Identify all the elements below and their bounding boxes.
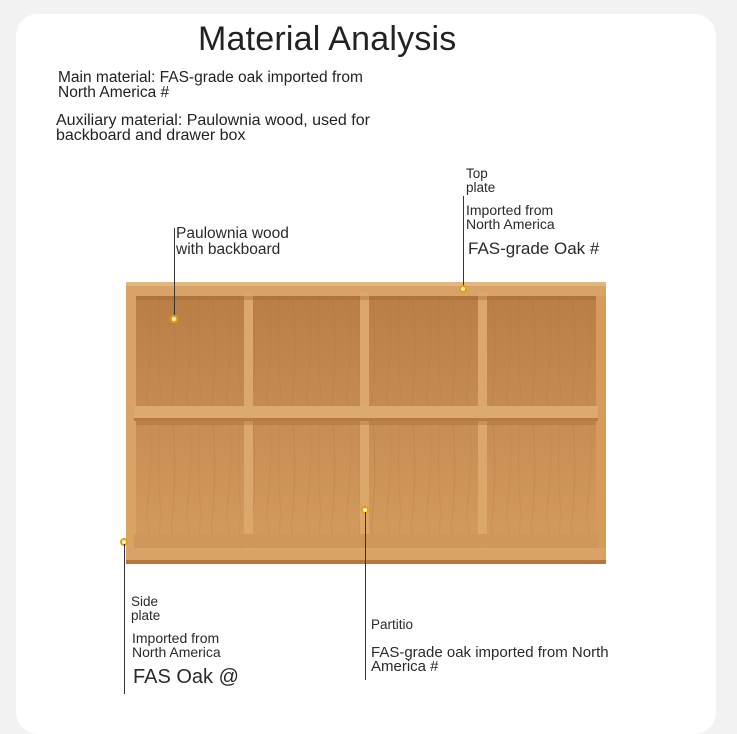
side-plate-leader-line — [124, 544, 125, 694]
main-material-text — [58, 70, 363, 100]
auxiliary-material-line2: backboard and drawer box — [56, 127, 246, 144]
side-plate-material: FAS Oak @ — [133, 666, 239, 688]
partition-name: Partitio — [371, 617, 414, 632]
top-plate-material: FAS-grade Oak # — [468, 239, 600, 258]
backboard-leader-line — [174, 228, 175, 320]
page-title: Material Analysis — [198, 20, 457, 58]
top-plate-name: Top plate — [466, 166, 496, 195]
main-material-line1: Main material: FAS-grade oak imported from — [58, 69, 363, 86]
top-plate-leader-line — [463, 196, 464, 288]
auxiliary-material-text — [56, 113, 370, 143]
bottom-shelf-front — [134, 534, 598, 548]
bookcase-graphic — [126, 282, 606, 564]
side-plate-origin: Imported from North America — [132, 630, 221, 660]
partition-leader-line — [365, 512, 366, 680]
main-material-line2: North America # — [58, 84, 170, 101]
auxiliary-material-line1: Auxiliary material: Paulownia wood, used for — [56, 112, 370, 129]
backboard-label: Paulownia wood with backboard — [176, 225, 289, 258]
partition-material: FAS-grade oak imported from North America # — [371, 644, 609, 675]
left-side-plate — [126, 286, 136, 564]
bookcase-illustration — [126, 282, 606, 564]
side-plate-name: Side plate — [131, 594, 161, 623]
top-plate-marker — [459, 285, 467, 293]
right-side-plate — [596, 286, 606, 564]
top-plate-origin: Imported from North America — [466, 202, 555, 232]
middle-shelf — [134, 406, 598, 418]
backboard-marker — [170, 315, 178, 323]
